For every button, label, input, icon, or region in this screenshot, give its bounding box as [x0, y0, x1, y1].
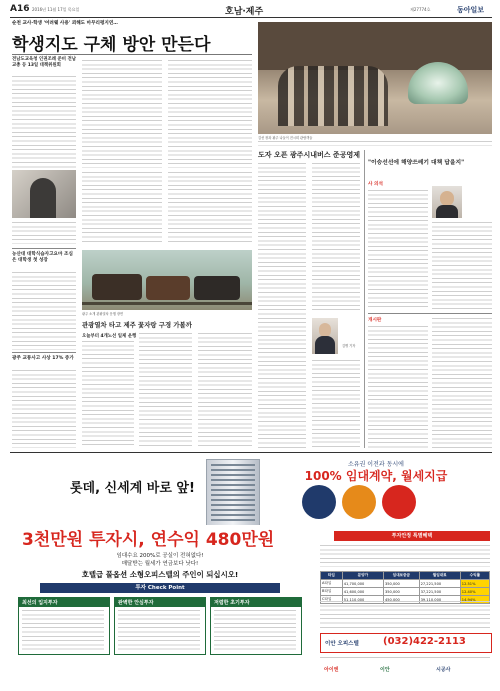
ad-footer-brand-2: 이안	[380, 667, 390, 673]
interview-photo	[432, 186, 462, 218]
ad-invest-big: 3천만원 투자시, 연수익 480만원	[22, 530, 275, 550]
lead-rule	[12, 54, 252, 55]
ad-badge-2	[342, 485, 376, 519]
lead-body-col2	[82, 60, 162, 168]
ad-side-badge	[334, 531, 490, 541]
interview-body-2	[432, 222, 492, 310]
interview-divider	[368, 313, 492, 314]
ad-phone-number: (032)422-2113	[383, 636, 466, 647]
train-body-col1	[82, 341, 134, 448]
ad-price-header-row	[321, 572, 490, 580]
left-body-1	[12, 272, 76, 350]
ad-phone-label: 이안 오피스텔	[325, 641, 359, 647]
ad-price-cell: A타입	[321, 580, 343, 588]
train-car-2	[146, 276, 190, 300]
page-header	[10, 4, 492, 16]
ad-badge-3	[382, 485, 416, 519]
reporter-head	[319, 323, 331, 337]
ad-point-2	[114, 597, 206, 655]
lead-photo	[12, 170, 76, 218]
interview-column-title: 사 의석	[368, 182, 383, 187]
ad-badges	[302, 485, 452, 519]
ad-price-cell: 39,110,000	[419, 596, 460, 604]
ad-price-cell: 14.94%	[460, 596, 489, 604]
train-car-1	[92, 274, 142, 300]
left-divider	[12, 248, 76, 249]
gallery-caption: 김선 장과 광주 나들이 전시회 관람객들	[258, 136, 313, 140]
ad-price-cell: C타입	[321, 596, 343, 604]
lead-body-col2b	[82, 172, 162, 244]
ad-price-cell: 27,221,500	[419, 580, 460, 588]
ad-phone-bar	[320, 633, 492, 653]
table-row	[321, 580, 490, 588]
lead-photo-person	[30, 178, 56, 218]
reporter-body	[315, 336, 335, 354]
ad-building	[206, 459, 260, 529]
ad-footer-brand-1: 아이엔	[324, 667, 339, 673]
notice-title: 개시판	[368, 318, 382, 323]
gallery-caption-lines	[258, 141, 492, 146]
left-headline-1: 농산대 대학식습자고요마 조심은 대학생 첫 성장	[12, 252, 73, 263]
issue-number: 제27774호	[410, 7, 431, 12]
left-divider-2	[12, 352, 76, 353]
train-sub1: 오늘부터 4개노선 일제 운행	[82, 334, 137, 339]
masthead: 동아일보	[457, 6, 485, 14]
train-track	[82, 302, 252, 305]
art-body-col2	[312, 163, 360, 313]
ad-sub3: 호텔급 풀옵션 소형오피스텔의 주인이 되십시오!	[81, 570, 239, 579]
ad-badge-1	[302, 485, 336, 519]
lead-body-col3b	[168, 172, 252, 244]
ad-price-cell: 350,000	[383, 580, 419, 588]
art-body-col2b	[312, 360, 360, 448]
visitor-group	[278, 66, 388, 126]
left-headline-2: 광주 교통사고 사상 17% 증가	[12, 356, 74, 361]
ad-price-cell: 41,600,000	[342, 588, 383, 596]
art-body-col1	[258, 163, 306, 448]
page-number: A16	[10, 4, 30, 14]
ad-point-3	[210, 597, 302, 655]
ad-price-header: 타입	[321, 572, 343, 580]
ad-price-cell: 51,110,000	[342, 596, 383, 604]
ad-top-big: 100% 임대계약, 월세지급	[304, 469, 448, 483]
ad-side-notes	[320, 601, 490, 629]
ad-price-header: 수익률	[460, 572, 489, 580]
ad-point-2-body	[118, 610, 200, 650]
ad-point-3-title: 저렴한 초기투자	[211, 598, 301, 607]
ad-price-header: 분양가	[342, 572, 383, 580]
ad-price-cell: 12.51%	[460, 580, 489, 588]
reporter-photo	[312, 318, 338, 354]
lead-kicker: 순천 교사·학생 '어려웨 사용' 꾀해도 마무리평지연…	[12, 21, 118, 26]
train-photo	[82, 250, 252, 310]
art-headline: 도자 오픈 광주시내버스 준공영제	[258, 151, 360, 159]
notice-body-1	[368, 326, 428, 448]
right-col-divider	[364, 150, 365, 448]
ad-price-cell: 41,700,000	[342, 580, 383, 588]
train-body-col3	[198, 333, 252, 448]
lead-body-col3	[168, 60, 252, 168]
reporter-name: 김병 기자	[342, 344, 356, 348]
ad-point-1-title: 최선의 입지투자	[19, 598, 109, 607]
train-caption: 광주 소개 관광열차 운행 장면	[82, 312, 124, 316]
ad-top-line: 소유권 이전과 동시에	[348, 461, 404, 468]
ad-price-cell: 12.40%	[460, 588, 489, 596]
ad-footer-brand-3: 시공사	[436, 667, 451, 673]
header-rule	[10, 17, 492, 18]
ad-sub2: 매달받는 월세가 연금보다 낫다!	[121, 561, 199, 567]
ad-side-badge-text: 투자안정 특별혜택	[391, 533, 433, 539]
section-title: 호남·제주	[225, 7, 264, 17]
ad-point-2-title: 완벽한 안심투자	[115, 598, 205, 607]
ad-price-cell: 450,000	[383, 596, 419, 604]
interview-body-1	[368, 190, 428, 310]
ad-brand-line: 롯데, 신세계 바로 앞!	[70, 481, 195, 496]
interview-headline: "이승선선에 해양쓰레기 대책 답을지"	[368, 160, 465, 166]
ad-point-3-body	[214, 610, 296, 650]
ad-sub1: 임대수요 200%로 공실이 전혀없다!	[116, 553, 204, 559]
issue-date: 2016년 11월 17일 목요일	[32, 7, 80, 12]
lead-body-col1	[12, 76, 76, 168]
notice-body-2	[432, 318, 492, 448]
train-body-col2	[139, 333, 192, 448]
ad-checkpoint-bar	[40, 583, 280, 593]
lead-subhead: 전남도교육청 인권조례 준비 전남교총 등 13일 대책위원회	[12, 57, 76, 68]
ad-top-rule	[10, 452, 492, 453]
ad-point-1	[18, 597, 110, 655]
ad-price-header: 임대보증금	[383, 572, 419, 580]
ad-point-1-body	[22, 610, 104, 650]
lead-headline: 학생지도 구체 방안 만든다	[12, 35, 211, 55]
ad-panel	[10, 455, 492, 687]
ad-building-windows	[211, 464, 255, 524]
gallery-wall	[258, 22, 492, 70]
ad-price-cell: 350,000	[383, 588, 419, 596]
table-row	[321, 588, 490, 596]
left-body-2	[12, 370, 76, 448]
lead-body-col1b	[12, 222, 76, 244]
train-car-3	[194, 276, 240, 300]
ad-side-info	[320, 545, 490, 567]
train-headline: 관광열차 타고 제주 꽃자랑 구경 가볼까	[82, 321, 192, 329]
ad-footer	[320, 657, 490, 682]
interview-face	[440, 191, 454, 206]
gallery-photo	[258, 22, 492, 134]
ad-checkpoint-title: 투자 Check Point	[135, 585, 185, 591]
interview-suit	[436, 205, 458, 218]
ad-price-header: 월임대료	[419, 572, 460, 580]
ad-price-cell: 37,221,500	[419, 588, 460, 596]
ad-price-cell: B타입	[321, 588, 343, 596]
ad-price-table	[320, 571, 490, 604]
